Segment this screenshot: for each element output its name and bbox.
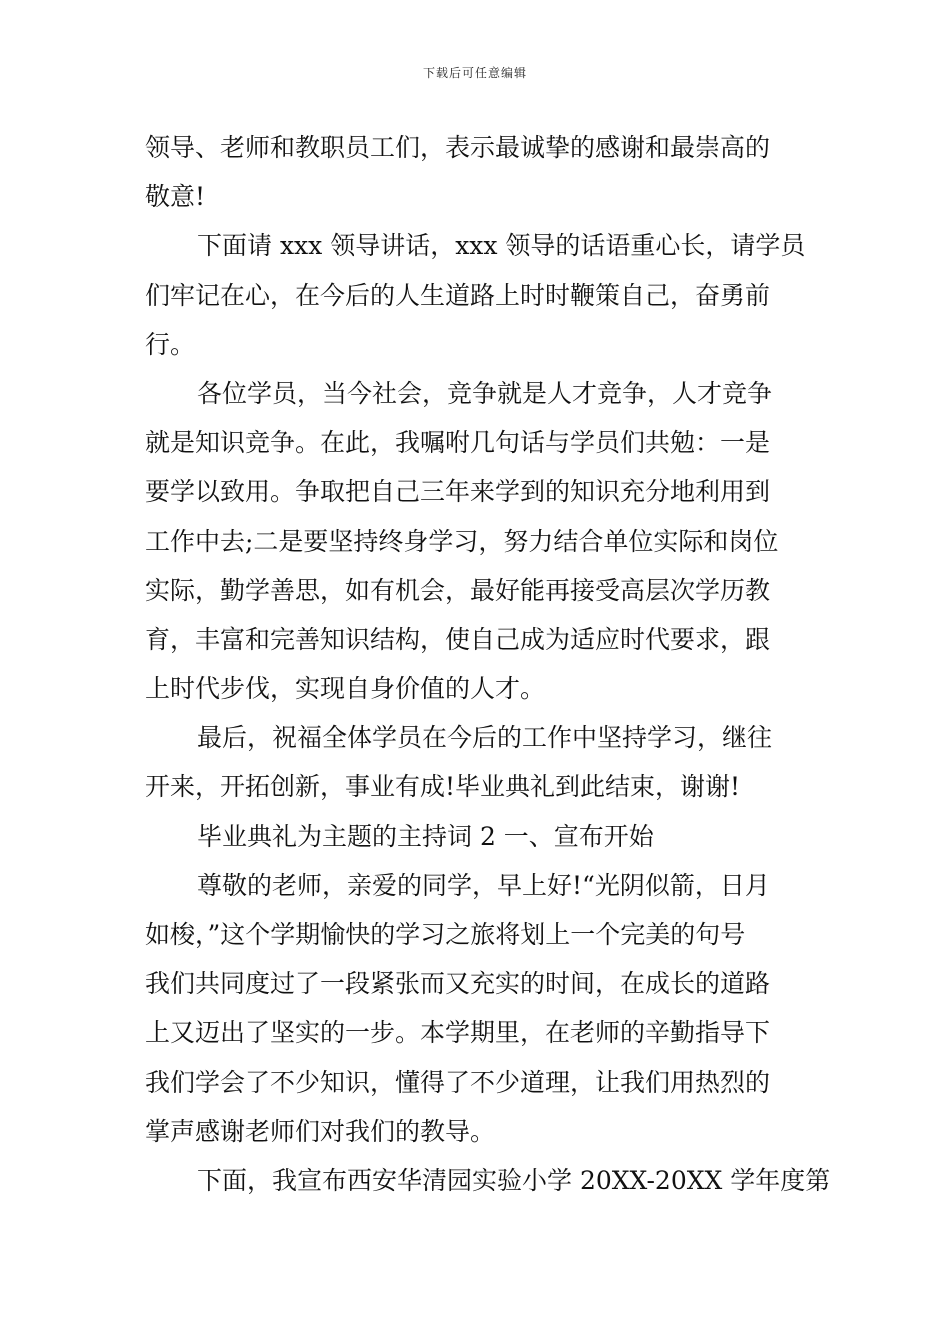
paragraph-start-line: 各位学员，当今社会，竞争就是人才竞争，人才竞争 xyxy=(197,378,773,408)
text-line: 就是知识竞争。在此，我嘱咐几句话与学员们共勉：一是 xyxy=(145,428,771,458)
paragraph-start-line: 下面，我宣布西安华清园实验小学 20XX-20XX 学年度第 xyxy=(197,1165,831,1195)
text-line: 要学以致用。争取把自己三年来学到的知识充分地利用到 xyxy=(145,477,771,507)
text-line: 我们共同度过了一段紧张而又充实的时间，在成长的道路 xyxy=(145,969,771,999)
text-line: 上又迈出了坚实的一步。本学期里，在老师的辛勤指导下 xyxy=(145,1018,771,1048)
paragraph-start-line: 下面请 xxx 领导讲话，xxx 领导的话语重心长，请学员 xyxy=(197,231,806,261)
text-line: 实际，勤学善思，如有机会，最好能再接受高层次学历教 xyxy=(145,575,771,605)
document-body xyxy=(145,128,831,1210)
text-line: 领导、老师和教职员工们，表示最诚挚的感谢和最崇高的 xyxy=(145,133,771,162)
paragraph-start-line: 最后，祝福全体学员在今后的工作中坚持学习，继往 xyxy=(197,723,773,753)
page-header-note: 下载后可任意编辑 xyxy=(422,66,527,80)
text-line: 敬意! xyxy=(145,182,206,212)
text-line: 行。 xyxy=(145,329,196,359)
text-line: 我们学会了不少知识，懂得了不少道理，让我们用热烈的 xyxy=(145,1067,771,1097)
text-line: 育，丰富和完善知识结构，使自己成为适应时代要求，跟 xyxy=(145,624,771,654)
text-line: 如梭，”这个学期愉快的学习之旅将划上一个完美的句号 xyxy=(145,920,746,949)
paragraph-start-line: 尊敬的老师，亲爱的同学，早上好!“光阴似箭，日月 xyxy=(197,870,770,900)
text-line: 上时代步伐，实现自身价值的人才。 xyxy=(145,674,546,704)
text-line: 工作中去;二是要坚持终身学习，努力结合单位实际和岗位 xyxy=(145,526,779,556)
text-line: 开来，开拓创新，事业有成!毕业典礼到此结束，谢谢! xyxy=(145,772,741,802)
section-heading-line: 毕业典礼为主题的主持词 2 一、宣布开始 xyxy=(197,821,654,851)
text-line: 掌声感谢老师们对我们的教导。 xyxy=(145,1116,496,1146)
text-line: 们牢记在心，在今后的人生道路上时时鞭策自己，奋勇前 xyxy=(145,280,771,310)
